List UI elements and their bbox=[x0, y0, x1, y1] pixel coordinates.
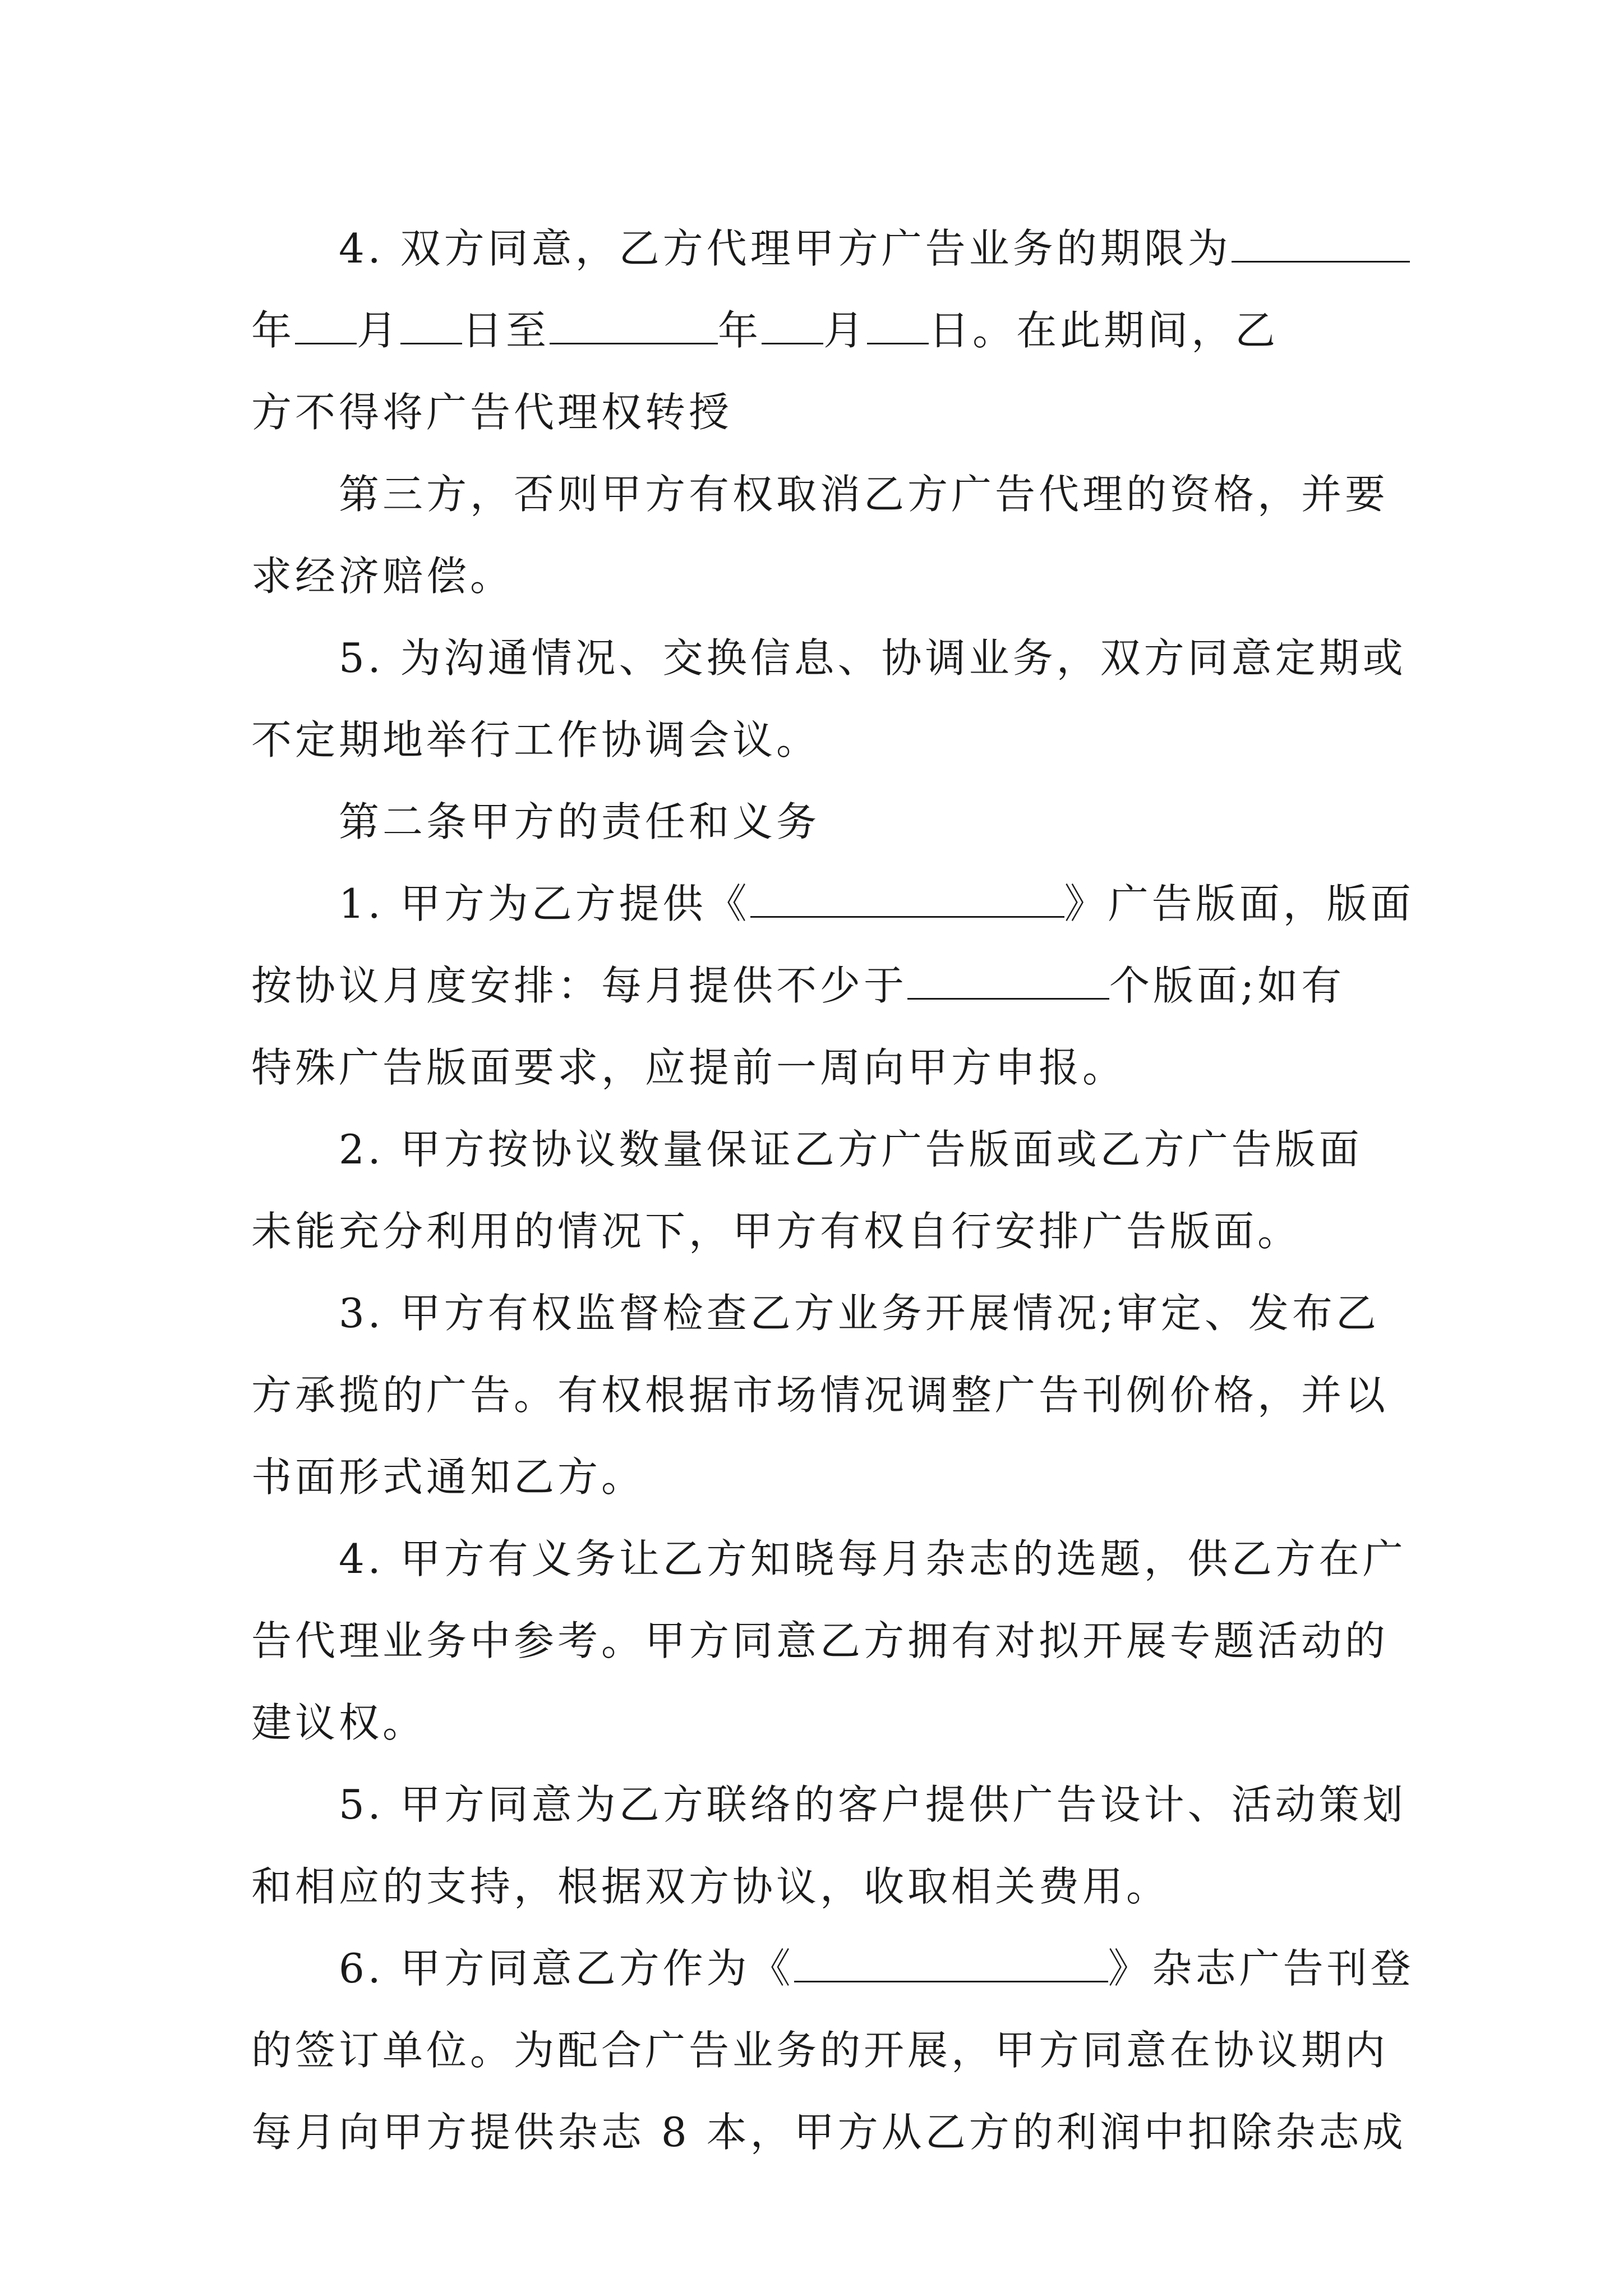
text-run: 和相应的支持，根据双方协议，收取相关费用。 bbox=[251, 1863, 1170, 1910]
fill-in-blank bbox=[550, 310, 718, 344]
fill-in-blank bbox=[794, 1948, 1108, 1982]
contract-text bbox=[251, 208, 1414, 2173]
text-run: 4. 甲方有义务让乙方知晓每月杂志的选题，供乙方在广 bbox=[339, 1535, 1407, 1582]
text-run: 方不得将广告代理权转授 bbox=[251, 389, 733, 436]
text-line bbox=[251, 1027, 1378, 1108]
text-line bbox=[251, 2091, 1407, 2173]
text-line bbox=[251, 699, 1378, 781]
text-run: 》广告版面，版面 bbox=[1064, 880, 1414, 927]
text-run: 2. 甲方按协议数量保证乙方广告版面或乙方广告版面 bbox=[339, 1126, 1363, 1173]
text-run: 按协议月度安排：每月提供不少于 bbox=[251, 962, 908, 1009]
text-line bbox=[251, 453, 1389, 535]
text-run: 日。在此期间，乙 bbox=[929, 307, 1279, 354]
text-run: 第二条甲方的责任和义务 bbox=[339, 798, 820, 845]
text-line bbox=[251, 1682, 1378, 1764]
text-run: 每月向甲方提供杂志 8 本，甲方从乙方的利润中扣除杂志成 bbox=[251, 2109, 1407, 2156]
text-run: 日至 bbox=[462, 307, 550, 354]
text-run: 方承揽的广告。有权根据市场情况调整广告刊例价格，并以 bbox=[251, 1372, 1389, 1419]
text-line bbox=[251, 945, 1378, 1027]
text-run: 4. 双方同意，乙方代理甲方广告业务的期限为 bbox=[339, 225, 1232, 272]
fill-in-blank bbox=[1232, 228, 1410, 263]
text-line bbox=[251, 1272, 1378, 1354]
text-line bbox=[251, 1846, 1378, 1927]
text-run: 月 bbox=[357, 307, 401, 354]
text-line bbox=[251, 371, 1378, 453]
text-run: 建议权。 bbox=[251, 1699, 427, 1746]
text-line bbox=[251, 863, 1414, 945]
text-run: 特殊广告版面要求，应提前一周向甲方申报。 bbox=[251, 1044, 1127, 1091]
text-run: 5. 为沟通情况、交换信息、协调业务，双方同意定期或 bbox=[339, 634, 1407, 682]
text-line bbox=[251, 1518, 1407, 1600]
text-line bbox=[251, 2009, 1389, 2091]
text-line bbox=[251, 1354, 1389, 1436]
text-run: 5. 甲方同意为乙方联络的客户提供广告设计、活动策划 bbox=[339, 1781, 1407, 1828]
text-run: 不定期地举行工作协调会议。 bbox=[251, 716, 820, 763]
text-run: 的签订单位。为配合广告业务的开展，甲方同意在协议期内 bbox=[251, 2027, 1389, 2074]
text-run: 第三方，否则甲方有权取消乙方广告代理的资格，并要 bbox=[339, 471, 1389, 518]
text-line bbox=[251, 781, 1378, 863]
text-line bbox=[251, 1190, 1378, 1272]
fill-in-blank bbox=[762, 310, 823, 344]
text-line bbox=[251, 208, 1378, 289]
text-line bbox=[251, 1600, 1389, 1682]
text-line bbox=[251, 617, 1407, 699]
text-run: 3. 甲方有权监督检查乙方业务开展情况;审定、发布乙 bbox=[339, 1290, 1380, 1337]
text-line bbox=[251, 535, 1378, 617]
text-run: 告代理业务中参考。甲方同意乙方拥有对拟开展专题活动的 bbox=[251, 1617, 1389, 1664]
text-line bbox=[251, 1927, 1414, 2009]
fill-in-blank bbox=[750, 884, 1064, 918]
text-run: 年 bbox=[718, 307, 762, 354]
text-run: 年 bbox=[251, 307, 296, 354]
text-line bbox=[251, 1108, 1378, 1190]
text-run: 未能充分利用的情况下，甲方有权自行安排广告版面。 bbox=[251, 1208, 1302, 1255]
text-run: 个版面;如有 bbox=[1109, 962, 1345, 1009]
fill-in-blank bbox=[907, 965, 1109, 1000]
fill-in-blank bbox=[400, 310, 462, 344]
text-line bbox=[251, 289, 1378, 371]
text-run: 》杂志广告刊登 bbox=[1108, 1945, 1414, 1992]
fill-in-blank bbox=[867, 310, 929, 344]
text-run: 求经济赔偿。 bbox=[251, 553, 514, 600]
text-run: 月 bbox=[823, 307, 868, 354]
text-line bbox=[251, 1764, 1407, 1846]
text-line bbox=[251, 1436, 1378, 1518]
text-run: 1. 甲方为乙方提供《 bbox=[339, 880, 750, 927]
text-run: 书面形式通知乙方。 bbox=[251, 1453, 645, 1501]
fill-in-blank bbox=[295, 310, 357, 344]
text-run: 6. 甲方同意乙方作为《 bbox=[339, 1945, 794, 1992]
